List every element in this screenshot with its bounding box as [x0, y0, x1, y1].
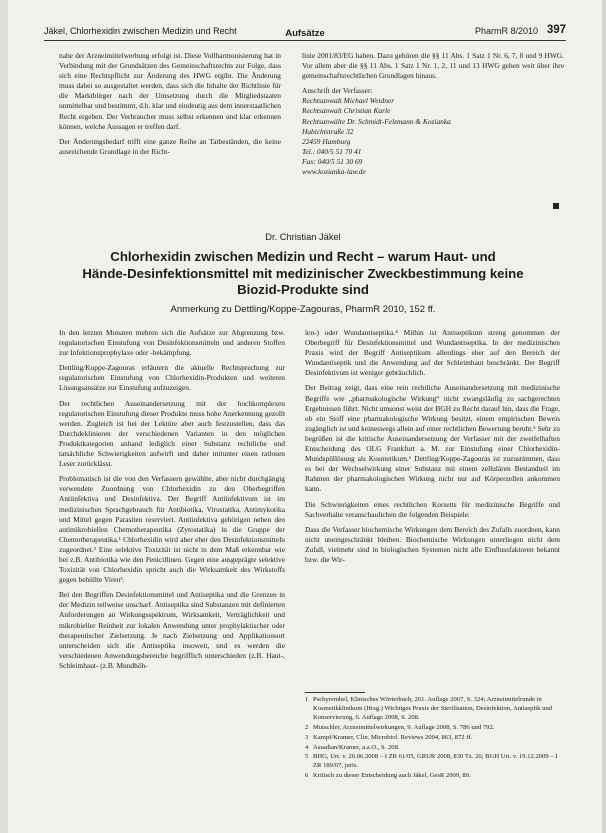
- scan-edge-right: [602, 0, 606, 833]
- paragraph: In den letzten Monaten mehren sich die Aufsätze zur Abgrenzung bzw. regulatorischen Einstufung von Desinfektionsmitteln und anderen Stoffen zur Infektionsprophylaxe oder -bekämpfung.: [59, 328, 285, 358]
- footnote-text: BHG, Urt. v. 26.06.2008 – I ZR 61/05, GRUR 2008, 830 Tz. 26; BGH Urt. v. 19.12.2009 – I ZR 189/07, juris.: [313, 753, 558, 770]
- article-right-column: [305, 328, 560, 570]
- paragraph: len-) oder Wundantiseptika.⁴ Mithin ist Antiseptikum streng genommen der Oberbegriff für Desinfektionsmittel und Wundantiseptika. In der medizinischen Praxis wird der Begriff Antiseptikum allerdings eher auf den Bereich der Wundantiseptik und die Anwendung auf der Schleimhaut beschränkt. Der Begriff Desinfektivum ist weniger gebräuchlich.: [305, 328, 560, 378]
- section-label: Aufsätze: [285, 28, 325, 39]
- paragraph: Dass die Verfasser biochemische Wirkungen dem Bereich des Zufalls zuordnen, kann nicht uneingeschränkt bleiben. Biochemische Wirkungen unterliegen nicht dem Zufall, vielmehr sind in biologischen Systemen nicht alle Einflussfaktoren bekannt bzw. die Wir-: [305, 524, 560, 564]
- address-line: 22459 Hamburg: [302, 136, 351, 146]
- title-line: Chlorhexidin zwischen Medizin und Recht – warum Haut- und: [110, 249, 496, 264]
- scan-edge-left: [0, 0, 8, 833]
- article-author: Dr. Christian Jäkel: [265, 232, 341, 242]
- footnotes: [305, 692, 560, 782]
- address-line: Rechtsanwälte Dr. Schmidt-Felzmann & Kozianka: [302, 116, 451, 126]
- paragraph: Dettling/Koppe-Zagouras erläutern die aktuelle Rechtsprechung zur regulatorischen Einstufung von Chlorhexidin-Produkten und weiteren Lösungsansätze zur Einstufung aufzuzeigen.: [59, 363, 285, 393]
- paragraph: Problematisch ist die von den Verfassern gewählte, aber nicht durchgängig verwendete Zuordnung von Chlorhexidin zu den Oberbegriffen Antiinfektiva und Desinfektiva. Der Begriff Antiinfektivum ist im medizinischen Sprachgebrauch für Antibiotika, Virustatika, Antimykotika und Mittel gegen Parasiten reserviert. Antiinfektiva gehörigen neben den antimikrobiellen Chemotherapeutika (Zytostatika) in die Gruppe der Chemotherapeutika.¹ Chlorhexidin wird aber eher den Desinfektionsmitteln zugeordnet.² Eine selektive Toxizität ist nicht in dem Maß erkennbar wie bei z.B. Antibiotika wie den Penicillinen. Gegen eine ausgeprägte selektive Toxizität von Chlorhexidin spricht auch die Wirksamkeit des Wirkstoffs gegen behüllte Viren³.: [59, 474, 285, 585]
- footnote-text: Assadian/Kramer, a.a.O., S. 208.: [313, 743, 400, 751]
- footnote-number: 1: [305, 696, 309, 703]
- running-head-right: PharmR 8/2010: [474, 26, 538, 36]
- footnote-text: Mutschler, Arzneimittelwirkungen, 9. Auflage 2008, S. 786 und 792.: [313, 723, 495, 731]
- address-line: www.kozianka-law.de: [302, 167, 366, 177]
- paragraph: Der rechtlichen Auseinandersetzung mit der hochkomplexen regulatorischen Einstufung dieser Produkte muss hohe Anerkennung gezollt werden. Zugleich ist bei der Lektüre aber auch festzustellen, dass das Durchdeklinieren der verschiedenen Varianten in den möglichen Produktkategorien anhand lediglich einer Substanz rechtliche und tatsächliche Schwierigkeiten aufwirft und daher mitunter einen ratlosen Leser zurücklässt.: [59, 398, 285, 469]
- address-line: Rechtsanwalt Christian Karle: [302, 106, 391, 116]
- paragraph: Bei den Begriffen Desinfektionsmittel und Antiseptika und die Grenzen in der Medizin teilweise unscharf. Antiseptika sind Substanzen mit definierten Anforderungen an Wirkungsspektrum, Wirksamkeit, Verträglichkeit und mikrobieller Reinheit zur lokalen Anwendung unter prophylaktischer oder therapeutischer Zielsetzung. Je nach Zielsetzung und Applikationsort unterscheiden sich die Antiseptika insoweit, und es werden die verschiedenen Anwendungsbereiche begrifflich unterschieden (z.B. Haut-, Schleimhaut- (z.B. Mundhöh-: [59, 590, 285, 670]
- footnote: [305, 696, 560, 723]
- article-left-column: [59, 328, 285, 676]
- footnote-number: 5: [305, 753, 309, 761]
- article-subtitle: Anmerkung zu Dettling/Koppe-Zagouras, PharmR 2010, 152 ff.: [170, 304, 436, 315]
- previous-article-right-column: [302, 51, 564, 177]
- footnote-number: 4: [305, 743, 309, 751]
- paragraph: Der Änderungsbedarf trifft eine ganze Reihe an Tatbeständen, die keine ausreichende Grundlage in der Richt-: [59, 136, 281, 156]
- title-line: Biozid-Produkte sind: [237, 282, 369, 297]
- running-head-left: Jäkel, Chlorhexidin zwischen Medizin und Recht: [44, 26, 237, 36]
- footnote-text: Kampf/Kramer, Clin. Microbiol. Reviews 2004, 863, 872 ff.: [313, 733, 473, 741]
- address-line: Fax: 040/5 51 30 69: [302, 156, 363, 166]
- article-title: [50, 249, 556, 299]
- footnote: [305, 734, 560, 743]
- footnote: [305, 744, 560, 753]
- footnote-number: 2: [305, 723, 309, 731]
- page-header: [44, 24, 566, 46]
- header-rule: [44, 40, 566, 41]
- previous-article-left-column: [59, 51, 281, 162]
- footnote: [305, 772, 560, 781]
- footnote-rule: [305, 692, 365, 693]
- paragraph: Die Schwierigkeiten eines rechtlichen Korsetts für medizinische Begriffe und Sachverhalte veranschaulichen die folgenden Beispiele:: [305, 499, 560, 519]
- end-of-article-marker: [553, 203, 559, 209]
- paragraph: nahe der Arzneimittelwerbung erfolgt ist. Diese Vollharmonisierung hat in Verbindung mit der Grundsätzen des Gemeinschaftsrechts zur Folge, dass sich eine Rechtspflicht zur Änderung des HWG ergibt. Die Änderung muss dabei so ausgestaltet werden, dass sich die Inhalte der Richtlinie für die Marktbürger nach der Umsetzung durch die Mitgliedstaaten unmittelbar und bestimmt, d.h. klar und eindeutig aus dem innerstaatlichen Recht ergeben. Der Verbraucher muss selbst erkennen und klar erkennen können, welche Aussagen er treffen darf.: [59, 51, 281, 131]
- page-number: 397: [546, 24, 566, 36]
- address-heading: Anschrift der Verfasser:: [302, 86, 373, 96]
- paragraph: linie 2001/83/EG haben. Dazu gehören die §§ 11 Abs. 1 Satz 1 Nr. 6, 7, 8 und 9 HWG. Vor allem aber die §§ 11 Abs. 1 Satz 1 Nr. 1, 2, 11 und 13 HWG gehen weit über ihre gemeinschaftsrechtlichen Grundlagen hinaus.: [302, 51, 564, 81]
- footnote-number: 6: [305, 772, 309, 780]
- address-line: Habichtstraße 32: [302, 126, 354, 136]
- address-line: Tel.: 040/5 51 70 41: [302, 146, 362, 156]
- address-line: Rechtsanwalt Michael Weidner: [302, 96, 395, 106]
- footnote-text: Kritisch zu dieser Entscheidung auch Jäkel, GesR 2009, 80.: [313, 772, 471, 780]
- footnote: [305, 724, 560, 733]
- footnote-number: 3: [305, 733, 309, 741]
- footnote-text: Pschyrembel, Klinisches Wörterbuch, 261. Auflage 2007, S. 324; Arzneimittelrunde in Kosmetikklinikum (Hrsg.) Wichtiges Praxis der Sterilisation, Desinfektion, Antiseptik und Konservierung, 6. Auflage 2008, S. 208.: [313, 696, 552, 721]
- title-line: Hände-Desinfektionsmittel mit medizinischer Zweckbestimmung keine: [82, 265, 524, 281]
- footnote: [305, 753, 560, 771]
- paragraph: Der Beitrag zeigt, dass eine rein rechtliche Auseinandersetzung mit medizinische Begriffe wie „pharmakologische Wirkung“ nicht zwangsläufig zu sachgerechten Ergebnissen führt. Nicht umsonst weist der BGH zu Recht darauf hin, dass die Frage, ob ein Stoff eine pharmakologische Wirkung besitzt, einem empirischen Beweis zugänglich ist und keineswegs allein auf einer rechtlichen Bewertung beruht.⁵ Sehr zu begrüßen ist die kritische Auseinandersetzung der Verfasser mit der zweifelhaften Entscheidung des OLG Frankfurt a. M. zur Einstufung einer Chlorhexidin-Mundspüllösung als Kosmetikum.⁶ Dettling/Koppe-Zagouras ist zuzustimmen, dass es bei der Wechselwirkung einer Substanz mit einem zellulären Bestandteil im Rahmen der pharmakologischen Wirkung nicht nur auf Körperzellen ankommen kann.: [305, 383, 560, 494]
